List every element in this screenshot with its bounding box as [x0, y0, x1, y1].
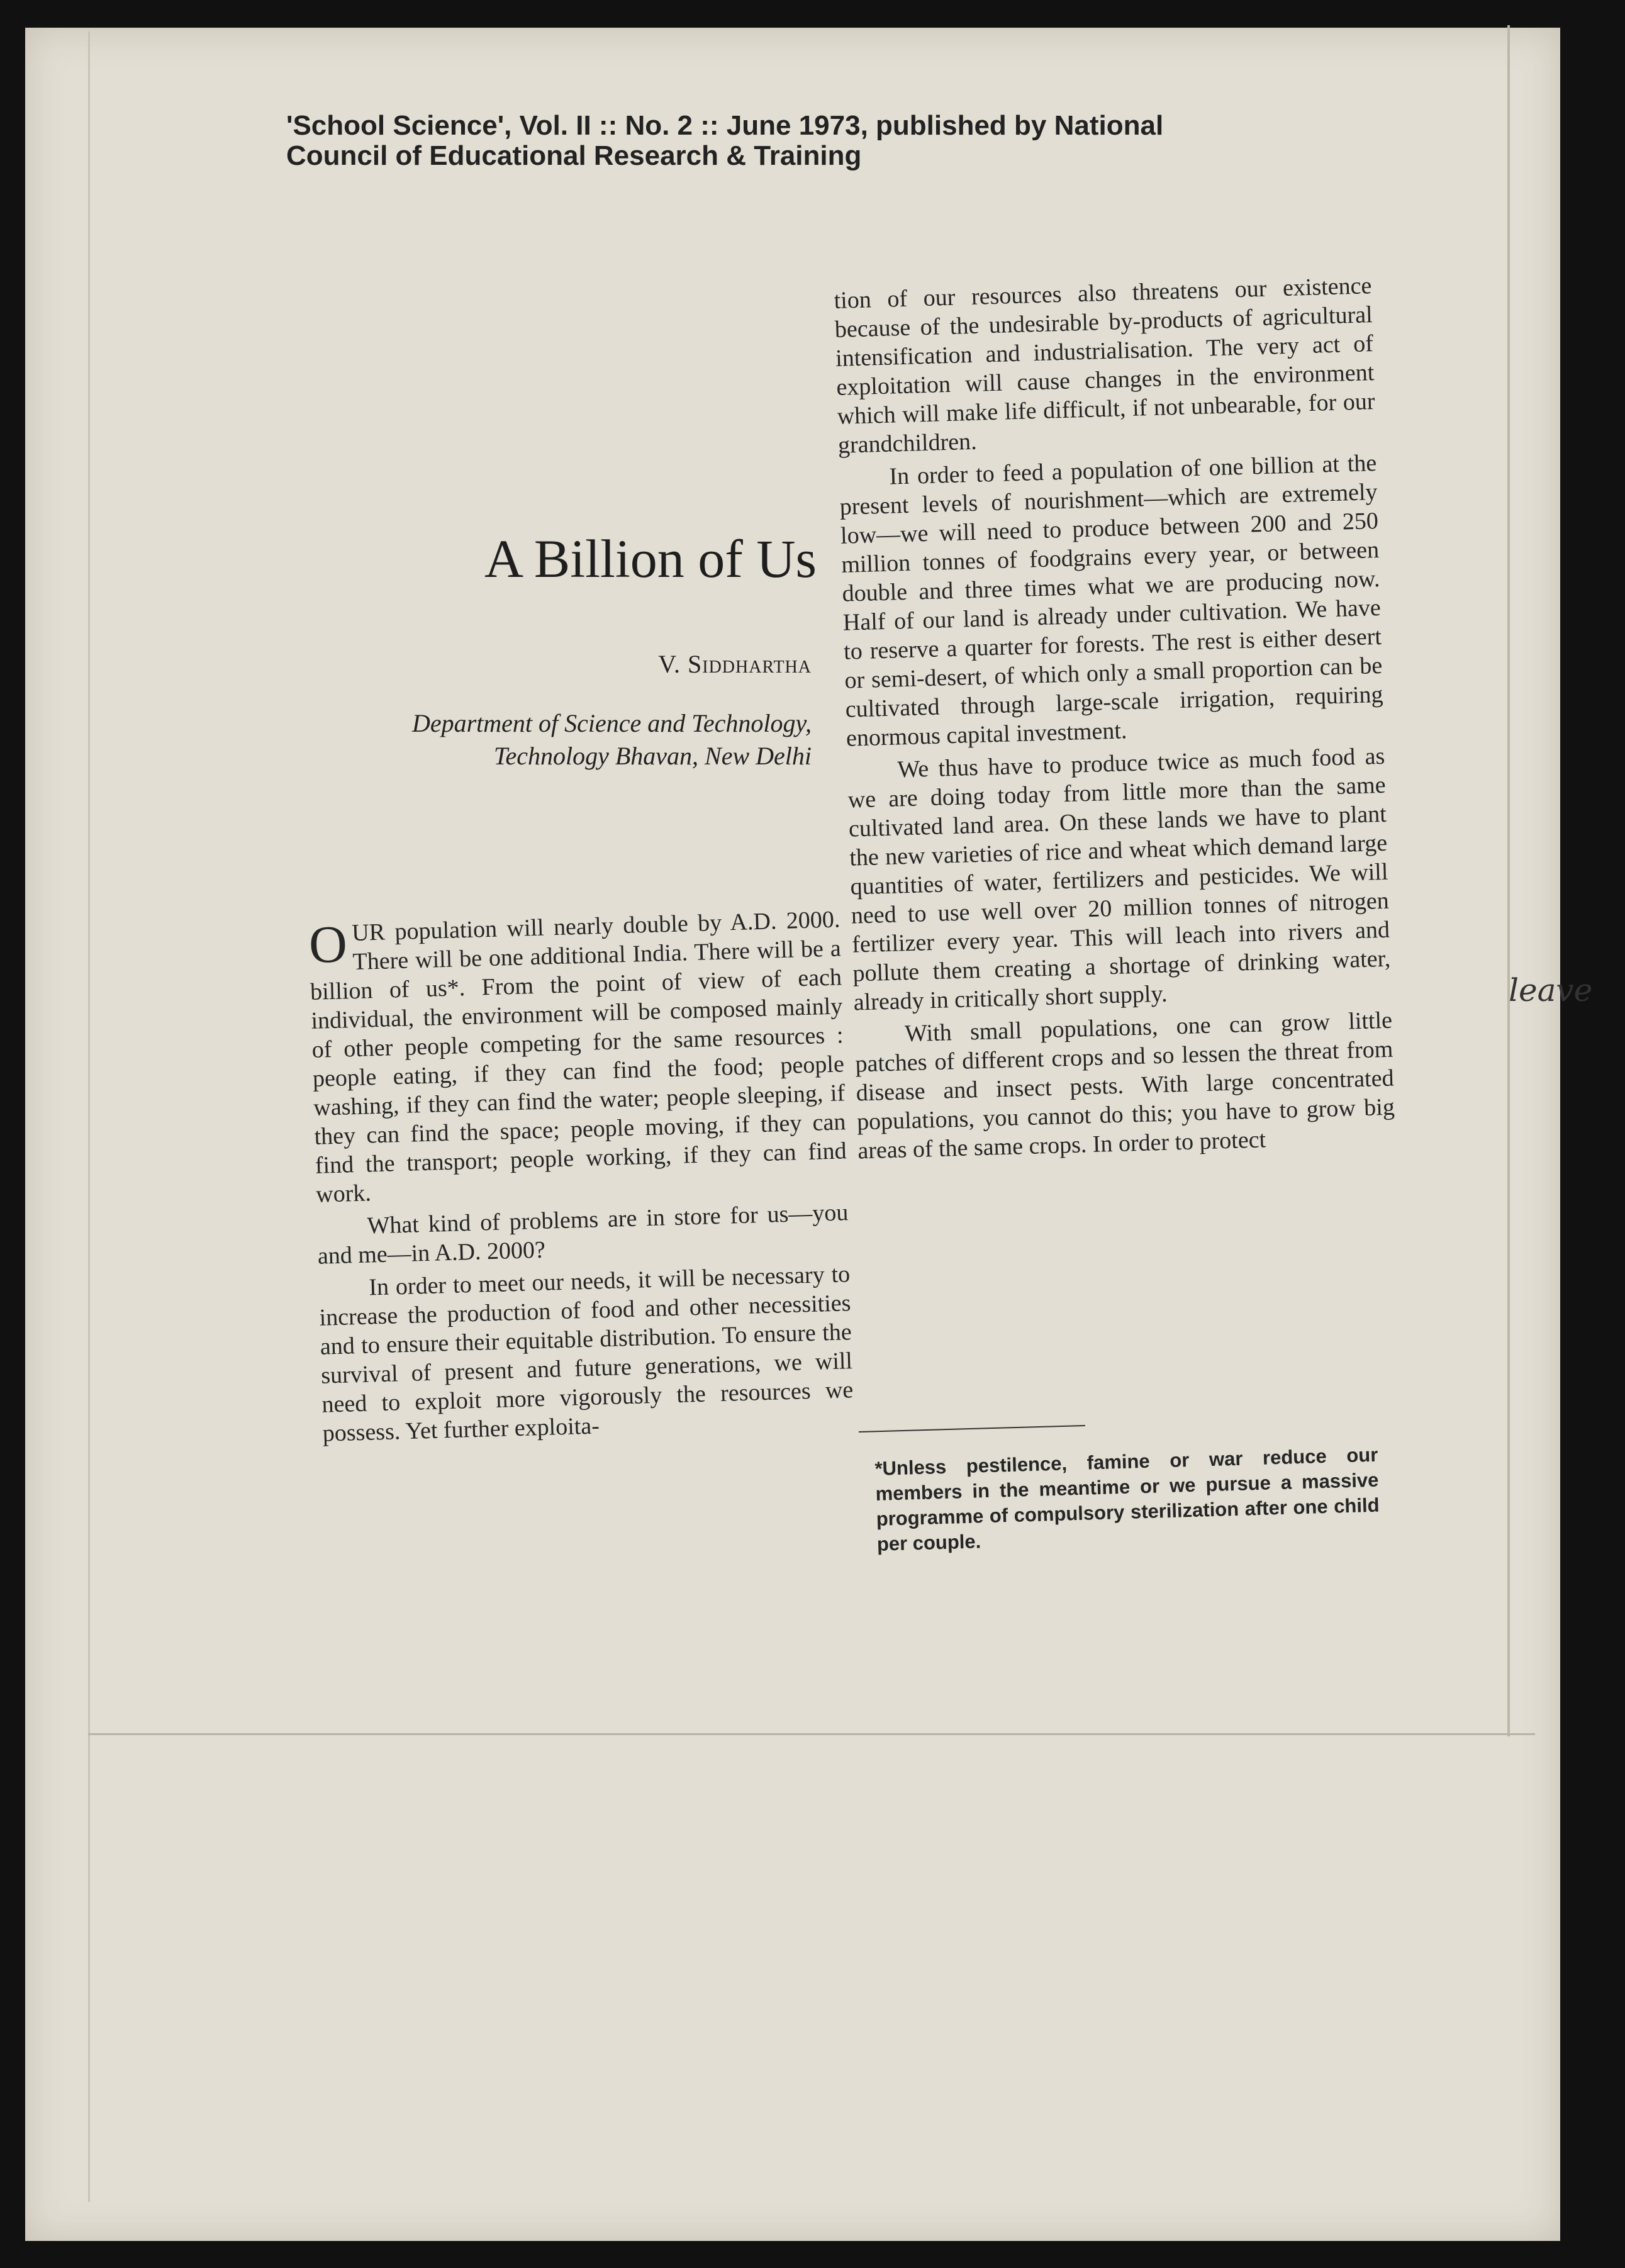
paragraph: In order to feed a population of one billion at the present levels of nourishment—which are extremely low—we will need to produce between 200 and 250 million tonnes of foodgrains every year, or between double and three times what we are producing now. Half of our land is already under cultivation. We have to reserve a quarter for forests. The rest is either desert or semi-desert, of which only a small proportion can be cultivated through large-scale irrigation, requiring enormous capital investment.: [839, 450, 1384, 752]
drop-cap: O: [308, 915, 349, 975]
paper-crease: [88, 1733, 1535, 1735]
affiliation-line-2: Technology Bhavan, New Delhi: [493, 742, 812, 770]
body-column-right: [834, 271, 1396, 1169]
affiliation-line-1: Department of Science and Technology,: [411, 709, 812, 737]
header-line-2: Council of Educational Research & Training: [286, 140, 862, 171]
handwritten-margin-note: leave: [1509, 972, 1593, 1008]
paragraph: In order to meet our needs, it will be necessary to increase the production of food and other necessities and to ensure their equitable distribution. To ensure the survival of present and future generations, we will need to exploit more vigorously the resources we possess. Yet further exploita-: [319, 1261, 854, 1447]
paragraph-text: UR population will nearly double by A.D. 2000. There will be one additional India. There will be a billion of us*. From the point of view of each individual, the environment will be composed mainly of other people competing for the same resources : people eating, if they can find the food; people washing, if they can find the water; people sleeping, if they can find the space; people moving, if they can find the transport; people working, if they can find work.: [310, 906, 847, 1208]
body-column-left: [308, 905, 854, 1451]
author-affiliation: [296, 707, 812, 773]
article-author: V. Siddhartha: [658, 650, 812, 678]
paper-fold-line: [88, 31, 90, 2202]
header-line-1: 'School Science', Vol. II :: No. 2 :: June 1973, published by National: [286, 110, 1164, 141]
paper-edge-right: [1507, 25, 1510, 1736]
paragraph: With small populations, one can grow little patches of different crops and so lessen the threat from disease and insect pests. With large concentrated populations, you cannot do this; you have to grow big areas of the same crops. In order to protect: [854, 1007, 1395, 1165]
publication-header: [286, 111, 1356, 171]
paragraph: [308, 905, 848, 1209]
paragraph: What kind of problems are in store for us—you and me—in A.D. 2000?: [317, 1199, 849, 1270]
paragraph: tion of our resources also threatens our existence because of the undesirable by-products of agricultural intensification and industrialisation. The very act of exploitation will cause changes in the environment which will make life difficult, if not unbearable, for our grandchildren.: [834, 272, 1376, 459]
paragraph: We thus have to produce twice as much food as we are doing today from little more than the same cultivated land area. On these lands we have to plant the new varieties of rice and wheat which demand large quantities of water, fertilizers and pesticides. We will need to use well over 20 million tonnes of nitrogen fertilizer every year. This will leach into rivers and pollute them creating a shortage of drinking water, already in critically short supply.: [847, 742, 1391, 1016]
article-title: A Billion of Us: [484, 528, 817, 589]
footnote: *Unless pestilence, famine or war reduce our members in the meantime or we pursue a massive programme of compulsory sterilization after one child per couple.: [874, 1443, 1380, 1555]
